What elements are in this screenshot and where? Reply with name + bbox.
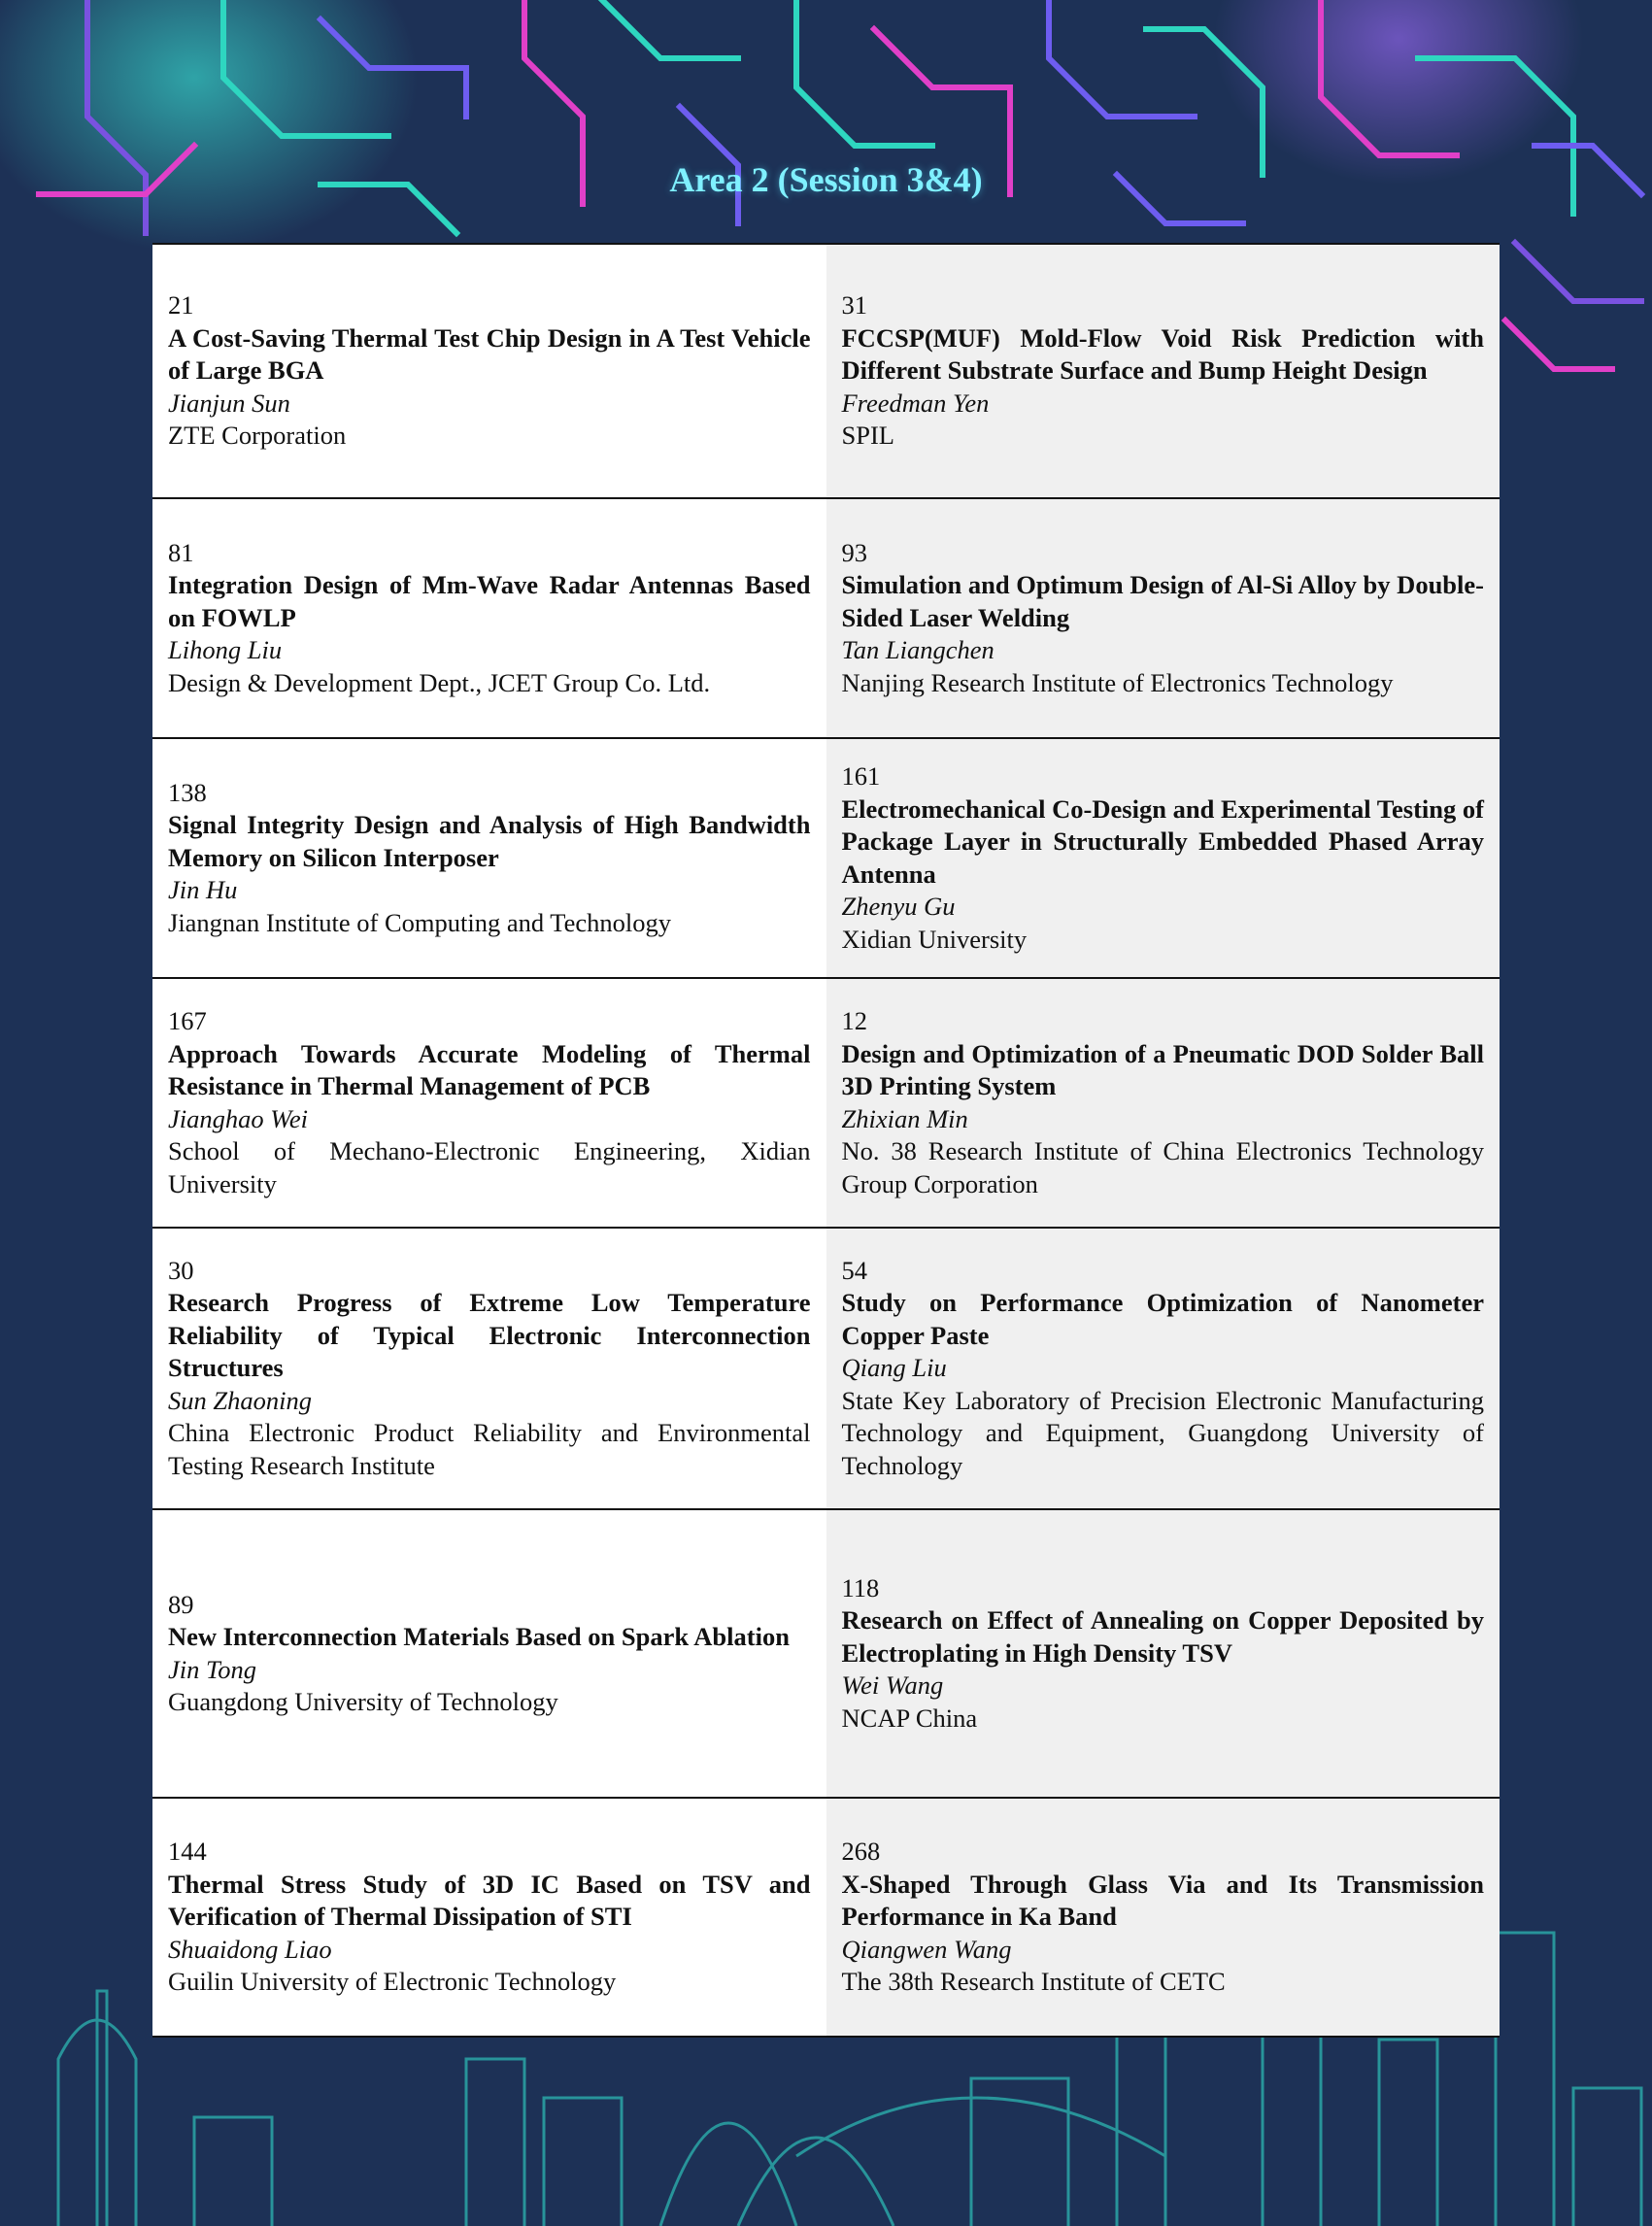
paper-title: X-Shaped Through Glass Via and Its Transmission Performance in Ka Band [841,1869,1484,1932]
paper-title: FCCSP(MUF) Mold-Flow Void Risk Prediction with Different Substrate Surface and Bump Height Design [841,322,1484,386]
paper-title: A Cost-Saving Thermal Test Chip Design in A Test Vehicle of Large BGA [168,322,811,386]
paper-author: Zhixian Min [841,1103,968,1133]
paper-id: 89 [168,1589,194,1619]
paper-author: Shuaidong Liao [168,1934,332,1964]
paper-affiliation: Jiangnan Institute of Computing and Technology [168,907,672,937]
paper-id: 268 [841,1837,881,1867]
paper-author: Sun Zhaoning [168,1385,312,1415]
paper-title: Study on Performance Optimization of Nanometer Copper Paste [841,1288,1484,1350]
paper-id: 118 [841,1572,880,1602]
paper-cell [152,245,826,497]
paper-affiliation: SPIL [841,421,894,451]
page-title: Area 2 (Session 3&4) [669,160,983,199]
paper-cell [826,499,1500,737]
paper-id: 12 [841,1006,867,1035]
paper-title: Simulation and Optimum Design of Al-Si Alloy by Double-Sided Laser Welding [841,570,1484,632]
paper-cell [152,1510,826,1797]
paper-affiliation: Guilin University of Electronic Technology [168,1967,617,1997]
paper-title: Signal Integrity Design and Analysis of High Bandwidth Memory on Silicon Interposer [168,810,811,872]
paper-author: Freedman Yen [841,388,990,418]
paper-cell [152,1799,826,2036]
paper-author: Lihong Liu [168,635,283,665]
paper-affiliation: ZTE Corporation [168,421,347,451]
paper-affiliation: China Electronic Product Reliability and Environmental Testing Research Institute [168,1418,811,1480]
paper-cell [826,245,1500,497]
paper-title: Research on Effect of Annealing on Copper Deposited by Electroplating in High Density TSV [841,1605,1484,1668]
paper-id: 21 [168,290,194,320]
paper-author: Wei Wang [841,1670,944,1701]
paper-title: New Interconnection Materials Based on Spark Ablation [168,1622,790,1651]
paper-author: Jianghao Wei [168,1103,309,1133]
paper-affiliation: No. 38 Research Institute of China Electronics Technology Group Corporation [841,1136,1484,1198]
paper-id: 30 [168,1255,194,1285]
paper-id: 161 [841,761,881,791]
paper-title: Design and Optimization of a Pneumatic DOD Solder Ball 3D Printing System [841,1038,1484,1100]
table-row [152,739,1500,979]
paper-id: 93 [841,537,867,567]
paper-cell [152,1229,826,1508]
paper-id: 54 [841,1255,867,1285]
paper-author: Jianjun Sun [168,388,290,418]
paper-cell [152,499,826,737]
paper-author: Jin Hu [168,875,238,905]
paper-affiliation: Nanjing Research Institute of Electronics Technology [841,667,1394,697]
paper-cell [826,1510,1500,1797]
paper-affiliation: State Key Laboratory of Precision Electronic Manufacturing Technology and Equipment, Guangdong University of Technology [841,1385,1484,1480]
paper-author: Qiang Liu [841,1353,947,1383]
paper-cell [152,979,826,1227]
paper-affiliation: School of Mechano-Electronic Engineering, Xidian University [168,1136,811,1198]
paper-author: Tan Liangchen [841,635,995,665]
table-row [152,245,1500,499]
paper-id: 144 [168,1837,207,1867]
paper-cell [826,1799,1500,2036]
table-row [152,499,1500,739]
paper-title: Thermal Stress Study of 3D IC Based on TSV and Verification of Thermal Dissipation of STI [168,1869,811,1932]
paper-affiliation: NCAP China [841,1703,978,1733]
paper-id: 81 [168,537,194,567]
paper-affiliation: The 38th Research Institute of CETC [841,1967,1226,1997]
papers-table [152,243,1500,2038]
paper-cell [826,739,1500,977]
paper-author: Zhenyu Gu [841,892,956,921]
paper-title: Approach Towards Accurate Modeling of Thermal Resistance in Thermal Management of PCB [168,1038,811,1100]
paper-author: Qiangwen Wang [841,1934,1012,1964]
table-row [152,1510,1500,1799]
paper-id: 167 [168,1006,207,1035]
paper-cell [152,739,826,977]
paper-affiliation: Guangdong University of Technology [168,1687,558,1716]
paper-cell [826,979,1500,1227]
paper-title: Research Progress of Extreme Low Temperature Reliability of Typical Electronic Interconnection Structures [168,1288,811,1383]
paper-affiliation: Xidian University [841,924,1028,954]
paper-id: 31 [841,290,867,320]
table-row [152,979,1500,1229]
paper-id: 138 [168,777,207,807]
paper-title: Electromechanical Co-Design and Experimental Testing of Package Layer in Structurally Embedded Phased Array Antenna [841,793,1484,889]
paper-affiliation: Design & Development Dept., JCET Group Co. Ltd. [168,667,711,697]
paper-cell [826,1229,1500,1508]
paper-author: Jin Tong [168,1654,257,1684]
paper-title: Integration Design of Mm-Wave Radar Antennas Based on FOWLP [168,570,811,632]
table-row [152,1229,1500,1510]
table-row [152,1799,1500,2036]
